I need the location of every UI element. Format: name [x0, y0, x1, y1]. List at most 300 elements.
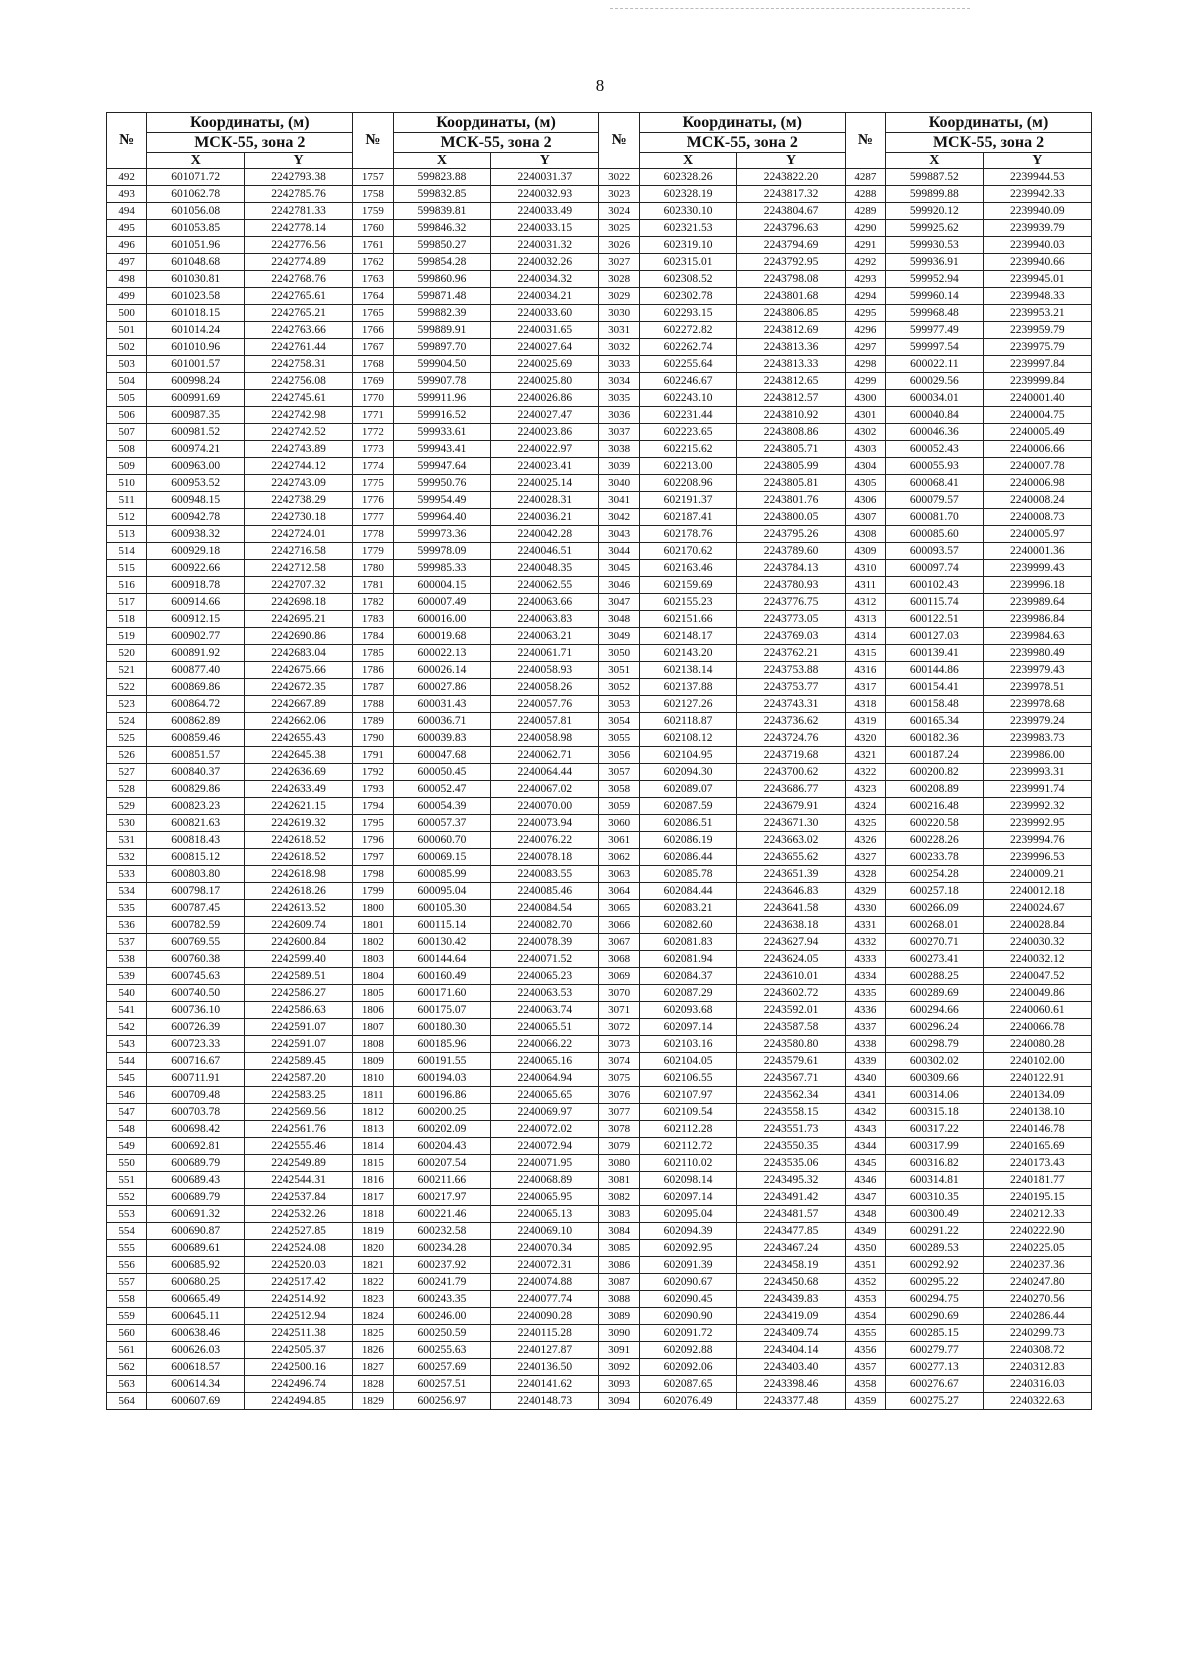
coord-x: 602090.45 [639, 1291, 737, 1308]
coord-y: 2242512.94 [244, 1308, 352, 1325]
coord-y: 2242587.20 [244, 1070, 352, 1087]
point-number: 1785 [353, 645, 393, 662]
point-number: 3053 [599, 696, 639, 713]
point-number: 3078 [599, 1121, 639, 1138]
point-number: 1757 [353, 169, 393, 186]
coord-x: 601014.24 [147, 322, 245, 339]
coord-y: 2239996.53 [983, 849, 1091, 866]
coord-x: 600310.35 [886, 1189, 984, 1206]
point-number: 515 [107, 560, 147, 577]
coord-x: 602246.67 [639, 373, 737, 390]
coord-y: 2243812.65 [737, 373, 845, 390]
coord-y: 2243773.05 [737, 611, 845, 628]
point-number: 3089 [599, 1308, 639, 1325]
coord-y: 2243663.02 [737, 832, 845, 849]
point-number: 4311 [845, 577, 885, 594]
table-row [107, 1359, 1092, 1376]
point-number: 520 [107, 645, 147, 662]
coord-y: 2240006.98 [983, 475, 1091, 492]
coord-y: 2243794.69 [737, 237, 845, 254]
point-number: 4310 [845, 560, 885, 577]
coord-x: 602091.39 [639, 1257, 737, 1274]
table-row [107, 730, 1092, 747]
coord-y: 2243798.08 [737, 271, 845, 288]
point-number: 1791 [353, 747, 393, 764]
point-number: 3038 [599, 441, 639, 458]
coord-x: 601010.96 [147, 339, 245, 356]
coord-x: 600022.11 [886, 356, 984, 373]
point-number: 1768 [353, 356, 393, 373]
point-number: 4305 [845, 475, 885, 492]
coord-y: 2239989.64 [983, 594, 1091, 611]
coord-y: 2240084.54 [491, 900, 599, 917]
point-number: 558 [107, 1291, 147, 1308]
coord-y: 2242591.07 [244, 1019, 352, 1036]
coord-x: 600185.96 [393, 1036, 491, 1053]
coord-x: 602094.30 [639, 764, 737, 781]
coord-x: 600029.56 [886, 373, 984, 390]
point-number: 4287 [845, 169, 885, 186]
coord-y: 2239979.24 [983, 713, 1091, 730]
point-number: 3092 [599, 1359, 639, 1376]
coord-x: 602231.44 [639, 407, 737, 424]
coord-x: 600626.03 [147, 1342, 245, 1359]
coord-y: 2240063.53 [491, 985, 599, 1002]
coord-y: 2242742.98 [244, 407, 352, 424]
point-number: 1824 [353, 1308, 393, 1325]
coord-y: 2240065.95 [491, 1189, 599, 1206]
header-crs-2: МСК-55, зона 2 [393, 133, 599, 153]
coord-y: 2242618.98 [244, 866, 352, 883]
point-number: 4335 [845, 985, 885, 1002]
point-number: 4356 [845, 1342, 885, 1359]
point-number: 4327 [845, 849, 885, 866]
point-number: 549 [107, 1138, 147, 1155]
coord-y: 2242776.56 [244, 237, 352, 254]
point-number: 1796 [353, 832, 393, 849]
table-row [107, 611, 1092, 628]
point-number: 1811 [353, 1087, 393, 1104]
coord-y: 2242655.43 [244, 730, 352, 747]
coord-x: 600638.46 [147, 1325, 245, 1342]
coord-x: 600891.92 [147, 645, 245, 662]
coord-x: 600823.23 [147, 798, 245, 815]
coord-x: 599920.12 [886, 203, 984, 220]
point-number: 1764 [353, 288, 393, 305]
table-row [107, 356, 1092, 373]
header-crs-3: МСК-55, зона 2 [639, 133, 845, 153]
coord-x: 602243.10 [639, 390, 737, 407]
coord-x: 600302.02 [886, 1053, 984, 1070]
point-number: 4345 [845, 1155, 885, 1172]
point-number: 1812 [353, 1104, 393, 1121]
coord-x: 600182.36 [886, 730, 984, 747]
point-number: 4341 [845, 1087, 885, 1104]
table-row [107, 577, 1092, 594]
coord-y: 2243467.24 [737, 1240, 845, 1257]
table-row [107, 271, 1092, 288]
point-number: 557 [107, 1274, 147, 1291]
coord-x: 602155.23 [639, 594, 737, 611]
coord-y: 2240026.86 [491, 390, 599, 407]
coord-x: 600019.68 [393, 628, 491, 645]
coord-y: 2242683.04 [244, 645, 352, 662]
coord-x: 600122.51 [886, 611, 984, 628]
point-number: 4338 [845, 1036, 885, 1053]
coord-y: 2243651.39 [737, 866, 845, 883]
coord-y: 2240069.97 [491, 1104, 599, 1121]
point-number: 3049 [599, 628, 639, 645]
table-row [107, 917, 1092, 934]
point-number: 3090 [599, 1325, 639, 1342]
point-number: 1816 [353, 1172, 393, 1189]
coord-y: 2240138.10 [983, 1104, 1091, 1121]
table-row [107, 662, 1092, 679]
coord-y: 2240083.55 [491, 866, 599, 883]
header-number-3: № [599, 113, 639, 169]
point-number: 4339 [845, 1053, 885, 1070]
coord-y: 2240090.28 [491, 1308, 599, 1325]
point-number: 1794 [353, 798, 393, 815]
point-number: 1784 [353, 628, 393, 645]
point-number: 4344 [845, 1138, 885, 1155]
coord-y: 2242636.69 [244, 764, 352, 781]
table-row [107, 1172, 1092, 1189]
coord-y: 2240007.78 [983, 458, 1091, 475]
point-number: 4317 [845, 679, 885, 696]
point-number: 3024 [599, 203, 639, 220]
coord-x: 600130.42 [393, 934, 491, 951]
coord-x: 599930.53 [886, 237, 984, 254]
coord-x: 600232.58 [393, 1223, 491, 1240]
coord-y: 2240031.65 [491, 322, 599, 339]
coord-x: 600723.33 [147, 1036, 245, 1053]
point-number: 1790 [353, 730, 393, 747]
coord-x: 600317.99 [886, 1138, 984, 1155]
coord-y: 2240031.37 [491, 169, 599, 186]
coord-y: 2243724.76 [737, 730, 845, 747]
coord-x: 602084.44 [639, 883, 737, 900]
point-number: 4294 [845, 288, 885, 305]
coord-y: 2239996.18 [983, 577, 1091, 594]
coord-x: 602315.01 [639, 254, 737, 271]
coord-y: 2240030.32 [983, 934, 1091, 951]
coord-y: 2242514.92 [244, 1291, 352, 1308]
table-row [107, 1019, 1092, 1036]
coord-x: 600175.07 [393, 1002, 491, 1019]
point-number: 1776 [353, 492, 393, 509]
table-row [107, 883, 1092, 900]
point-number: 4331 [845, 917, 885, 934]
point-number: 3093 [599, 1376, 639, 1393]
coord-x: 600869.86 [147, 679, 245, 696]
table-row [107, 985, 1092, 1002]
point-number: 3064 [599, 883, 639, 900]
coord-y: 2240061.71 [491, 645, 599, 662]
coord-x: 600139.41 [886, 645, 984, 662]
coord-x: 600726.39 [147, 1019, 245, 1036]
coord-y: 2239992.95 [983, 815, 1091, 832]
coord-y: 2242619.32 [244, 815, 352, 832]
coord-y: 2243780.93 [737, 577, 845, 594]
point-number: 3063 [599, 866, 639, 883]
coord-y: 2242589.51 [244, 968, 352, 985]
coord-x: 600991.69 [147, 390, 245, 407]
coord-x: 601071.72 [147, 169, 245, 186]
coord-x: 602098.14 [639, 1172, 737, 1189]
point-number: 4323 [845, 781, 885, 798]
coord-x: 600060.70 [393, 832, 491, 849]
point-number: 1762 [353, 254, 393, 271]
table-row [107, 373, 1092, 390]
coord-y: 2242763.66 [244, 322, 352, 339]
table-row [107, 1308, 1092, 1325]
point-number: 1813 [353, 1121, 393, 1138]
coord-x: 600257.18 [886, 883, 984, 900]
coord-x: 602112.72 [639, 1138, 737, 1155]
coord-x: 600289.69 [886, 985, 984, 1002]
coord-x: 602092.88 [639, 1342, 737, 1359]
table-row [107, 1036, 1092, 1053]
coord-y: 2243753.77 [737, 679, 845, 696]
point-number: 4320 [845, 730, 885, 747]
coord-y: 2240033.60 [491, 305, 599, 322]
coord-y: 2243450.68 [737, 1274, 845, 1291]
coord-y: 2240068.89 [491, 1172, 599, 1189]
coord-x: 600228.26 [886, 832, 984, 849]
header-x-1: X [147, 153, 245, 169]
coord-y: 2240027.64 [491, 339, 599, 356]
table-row [107, 866, 1092, 883]
coord-y: 2242667.89 [244, 696, 352, 713]
coord-y: 2243638.18 [737, 917, 845, 934]
table-row [107, 424, 1092, 441]
point-number: 4330 [845, 900, 885, 917]
coord-y: 2239978.51 [983, 679, 1091, 696]
table-row [107, 781, 1092, 798]
coord-x: 600273.41 [886, 951, 984, 968]
coord-x: 599997.54 [886, 339, 984, 356]
point-number: 1805 [353, 985, 393, 1002]
coord-y: 2242712.58 [244, 560, 352, 577]
point-number: 528 [107, 781, 147, 798]
point-number: 560 [107, 1325, 147, 1342]
point-number: 4299 [845, 373, 885, 390]
table-row [107, 203, 1092, 220]
coord-y: 2243800.05 [737, 509, 845, 526]
coord-x: 600963.00 [147, 458, 245, 475]
coord-y: 2240027.47 [491, 407, 599, 424]
header-coords-3: Координаты, (м) [639, 113, 845, 133]
point-number: 4337 [845, 1019, 885, 1036]
point-number: 3029 [599, 288, 639, 305]
table-row [107, 305, 1092, 322]
header-number-4: № [845, 113, 885, 169]
coord-x: 602223.65 [639, 424, 737, 441]
coord-x: 602148.17 [639, 628, 737, 645]
coord-x: 602092.95 [639, 1240, 737, 1257]
point-number: 4314 [845, 628, 885, 645]
point-number: 521 [107, 662, 147, 679]
coord-y: 2240004.75 [983, 407, 1091, 424]
coord-x: 600782.59 [147, 917, 245, 934]
coord-x: 600204.43 [393, 1138, 491, 1155]
coord-x: 600158.48 [886, 696, 984, 713]
coord-x: 600254.28 [886, 866, 984, 883]
coord-y: 2239959.79 [983, 322, 1091, 339]
point-number: 3034 [599, 373, 639, 390]
coord-y: 2243562.34 [737, 1087, 845, 1104]
coord-y: 2240078.39 [491, 934, 599, 951]
coord-x: 600055.93 [886, 458, 984, 475]
coord-x: 599846.32 [393, 220, 491, 237]
point-number: 500 [107, 305, 147, 322]
point-number: 4321 [845, 747, 885, 764]
coord-y: 2242738.29 [244, 492, 352, 509]
coord-y: 2242618.52 [244, 832, 352, 849]
coord-y: 2242561.76 [244, 1121, 352, 1138]
coord-x: 599887.52 [886, 169, 984, 186]
point-number: 1808 [353, 1036, 393, 1053]
coord-y: 2242613.52 [244, 900, 352, 917]
point-number: 4291 [845, 237, 885, 254]
table-row [107, 628, 1092, 645]
coord-y: 2243753.88 [737, 662, 845, 679]
coord-x: 602091.72 [639, 1325, 737, 1342]
coord-y: 2239999.84 [983, 373, 1091, 390]
coord-y: 2240173.43 [983, 1155, 1091, 1172]
point-number: 1766 [353, 322, 393, 339]
coord-x: 600257.51 [393, 1376, 491, 1393]
point-number: 4359 [845, 1393, 885, 1410]
coord-x: 600709.48 [147, 1087, 245, 1104]
point-number: 3055 [599, 730, 639, 747]
coord-y: 2242774.89 [244, 254, 352, 271]
coord-y: 2243377.48 [737, 1393, 845, 1410]
coord-y: 2240085.46 [491, 883, 599, 900]
coord-x: 600057.37 [393, 815, 491, 832]
coord-y: 2240067.02 [491, 781, 599, 798]
coord-y: 2243580.80 [737, 1036, 845, 1053]
coord-y: 2240074.88 [491, 1274, 599, 1291]
coord-x: 600085.60 [886, 526, 984, 543]
coord-x: 600680.25 [147, 1274, 245, 1291]
coord-x: 600703.78 [147, 1104, 245, 1121]
table-row [107, 390, 1092, 407]
coord-x: 600115.14 [393, 917, 491, 934]
point-number: 3056 [599, 747, 639, 764]
coord-y: 2243813.36 [737, 339, 845, 356]
coord-x: 601062.78 [147, 186, 245, 203]
coord-y: 2243481.57 [737, 1206, 845, 1223]
coord-x: 600912.15 [147, 611, 245, 628]
coord-x: 600039.83 [393, 730, 491, 747]
point-number: 1817 [353, 1189, 393, 1206]
coord-x: 600298.79 [886, 1036, 984, 1053]
table-row [107, 832, 1092, 849]
coord-y: 2239944.53 [983, 169, 1091, 186]
coord-x: 602127.26 [639, 696, 737, 713]
coord-y: 2239940.66 [983, 254, 1091, 271]
coord-y: 2240005.49 [983, 424, 1091, 441]
coord-x: 602109.54 [639, 1104, 737, 1121]
coord-x: 600665.49 [147, 1291, 245, 1308]
coord-x: 600689.79 [147, 1189, 245, 1206]
point-number: 550 [107, 1155, 147, 1172]
coord-x: 602213.00 [639, 458, 737, 475]
coord-y: 2239975.79 [983, 339, 1091, 356]
point-number: 1782 [353, 594, 393, 611]
coord-y: 2240060.61 [983, 1002, 1091, 1019]
point-number: 3080 [599, 1155, 639, 1172]
coord-y: 2242675.66 [244, 662, 352, 679]
point-number: 1818 [353, 1206, 393, 1223]
point-number: 3082 [599, 1189, 639, 1206]
coord-y: 2240065.16 [491, 1053, 599, 1070]
point-number: 551 [107, 1172, 147, 1189]
coord-y: 2243655.62 [737, 849, 845, 866]
point-number: 4355 [845, 1325, 885, 1342]
header-y-1: Y [244, 153, 352, 169]
coord-y: 2240028.31 [491, 492, 599, 509]
point-number: 1770 [353, 390, 393, 407]
coord-x: 600004.15 [393, 577, 491, 594]
coord-x: 600689.43 [147, 1172, 245, 1189]
point-number: 3037 [599, 424, 639, 441]
coord-x: 599960.14 [886, 288, 984, 305]
table-row [107, 696, 1092, 713]
coord-y: 2240073.94 [491, 815, 599, 832]
coord-x: 600929.18 [147, 543, 245, 560]
point-number: 3085 [599, 1240, 639, 1257]
table-row [107, 849, 1092, 866]
point-number: 1759 [353, 203, 393, 220]
coord-y: 2240080.28 [983, 1036, 1091, 1053]
point-number: 526 [107, 747, 147, 764]
coord-y: 2243592.01 [737, 1002, 845, 1019]
point-number: 531 [107, 832, 147, 849]
point-number: 1767 [353, 339, 393, 356]
header-y-3: Y [737, 153, 845, 169]
point-number: 554 [107, 1223, 147, 1240]
point-number: 498 [107, 271, 147, 288]
point-number: 1806 [353, 1002, 393, 1019]
coord-x: 600918.78 [147, 577, 245, 594]
coord-y: 2240062.71 [491, 747, 599, 764]
table-row [107, 798, 1092, 815]
point-number: 3035 [599, 390, 639, 407]
point-number: 1798 [353, 866, 393, 883]
coord-y: 2240063.66 [491, 594, 599, 611]
header-y-4: Y [983, 153, 1091, 169]
coord-x: 602328.19 [639, 186, 737, 203]
point-number: 3076 [599, 1087, 639, 1104]
coord-y: 2243579.61 [737, 1053, 845, 1070]
coord-x: 602090.67 [639, 1274, 737, 1291]
coord-y: 2242544.31 [244, 1172, 352, 1189]
point-number: 1801 [353, 917, 393, 934]
point-number: 1799 [353, 883, 393, 900]
coord-y: 2242633.49 [244, 781, 352, 798]
header-x-2: X [393, 153, 491, 169]
point-number: 4316 [845, 662, 885, 679]
coord-y: 2240071.95 [491, 1155, 599, 1172]
coord-x: 600217.97 [393, 1189, 491, 1206]
coord-y: 2243403.40 [737, 1359, 845, 1376]
coord-y: 2239980.49 [983, 645, 1091, 662]
coord-y: 2239953.21 [983, 305, 1091, 322]
point-number: 3028 [599, 271, 639, 288]
